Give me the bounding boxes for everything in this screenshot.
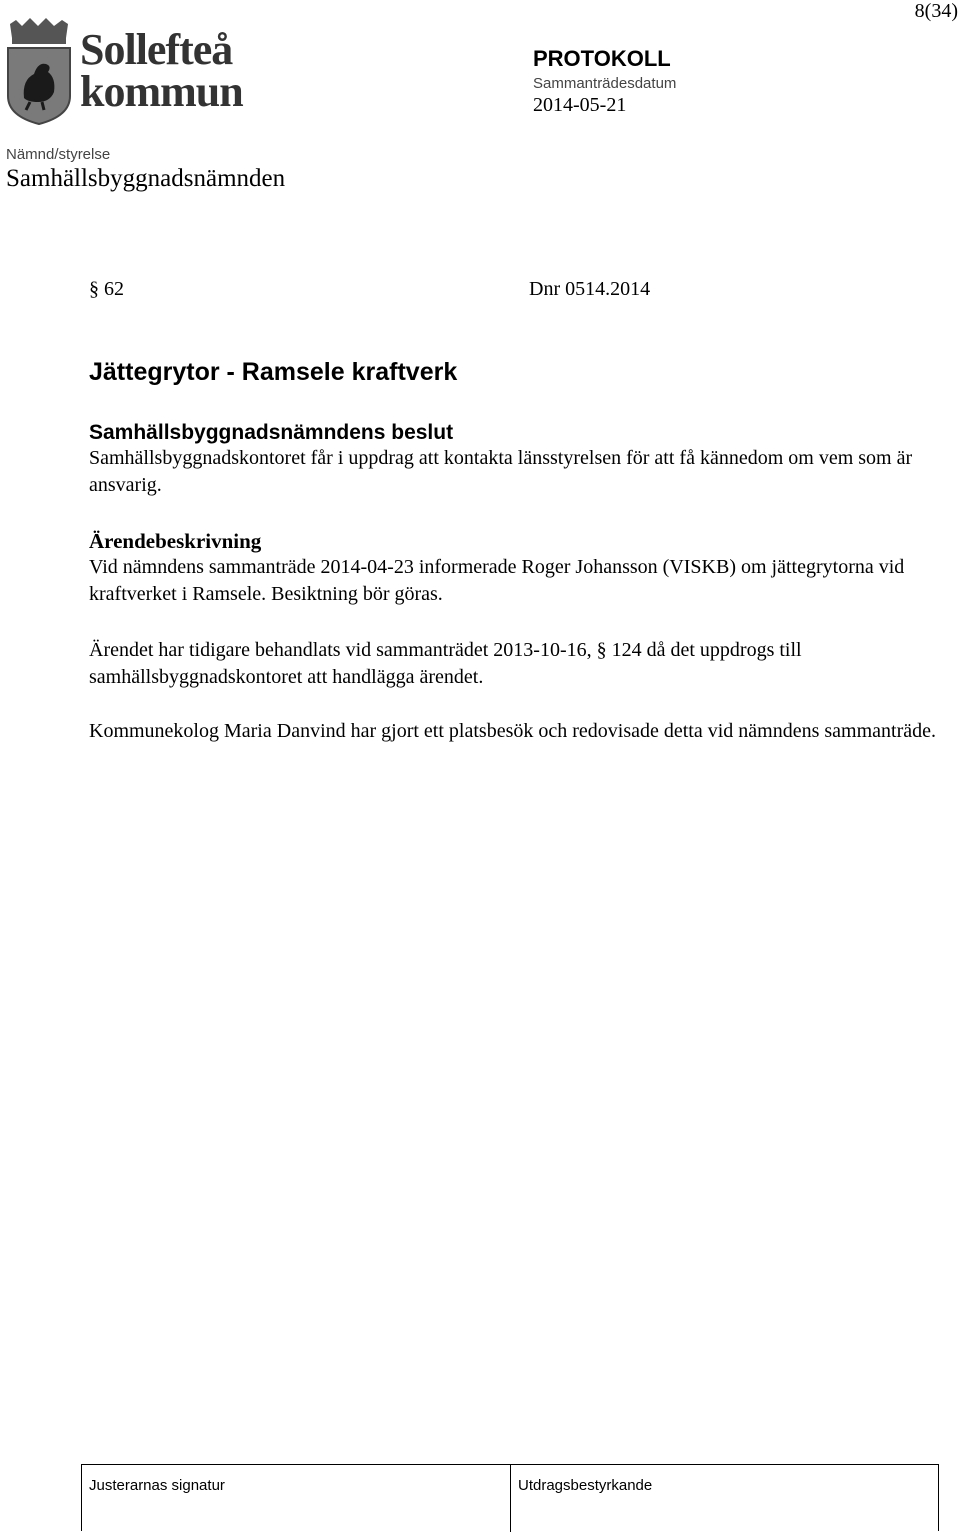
board-name: Samhällsbyggnadsnämnden bbox=[6, 165, 286, 192]
board-label: Nämnd/styrelse bbox=[6, 146, 111, 163]
logo-text-line2: kommun bbox=[80, 67, 243, 116]
meeting-date-label: Sammanträdesdatum bbox=[533, 75, 677, 92]
footer-signature-table bbox=[81, 1464, 939, 1531]
description-paragraph-2: Ärendet har tidigare behandlats vid sammanträdet 2013-10-16, § 124 då det uppdrogs till samhällsbyggnadskontoret att handlägga ärendet. bbox=[89, 639, 802, 688]
signature-label: Justerarnas signatur bbox=[89, 1477, 225, 1494]
logo-text-line1: Sollefteå bbox=[80, 25, 233, 74]
decision-section bbox=[89, 421, 949, 499]
municipality-logo bbox=[4, 18, 270, 126]
coat-of-arms-icon bbox=[4, 18, 74, 126]
description-paragraph-1: Vid nämndens sammanträde 2014-04-23 informerade Roger Johansson (VISKB) om jättegrytorna vid kraftverket i Ramsele. Besiktning bör göras. bbox=[89, 556, 905, 605]
paragraph-number: § 62 bbox=[89, 278, 124, 300]
description-heading: Ärendebeskrivning bbox=[89, 529, 262, 553]
page-number: 8(34) bbox=[914, 0, 958, 22]
description-paragraph-3: Kommunekolog Maria Danvind har gjort ett platsbesök och redovisade detta vid nämndens sammanträde. bbox=[89, 720, 937, 742]
dnr-number: Dnr 0514.2014 bbox=[529, 278, 651, 300]
description-paragraph-2-block bbox=[89, 637, 949, 691]
protocol-title: PROTOKOLL bbox=[533, 46, 671, 71]
decision-heading: Samhällsbyggnadsnämndens beslut bbox=[89, 421, 454, 444]
signature-cell bbox=[82, 1465, 511, 1532]
decision-text: Samhällsbyggnadskontoret får i uppdrag att kontakta länsstyrelsen för att få kännedom om vem som är ansvarig. bbox=[89, 447, 913, 496]
extract-certification-cell bbox=[511, 1465, 938, 1532]
case-title: Jättegrytor - Ramsele kraftverk bbox=[89, 358, 458, 386]
meeting-date-value: 2014-05-21 bbox=[533, 94, 627, 116]
extract-certification-label: Utdragsbestyrkande bbox=[518, 1477, 653, 1494]
description-section bbox=[89, 529, 949, 608]
description-paragraph-3-block bbox=[89, 718, 949, 745]
case-reference-line bbox=[89, 278, 689, 301]
